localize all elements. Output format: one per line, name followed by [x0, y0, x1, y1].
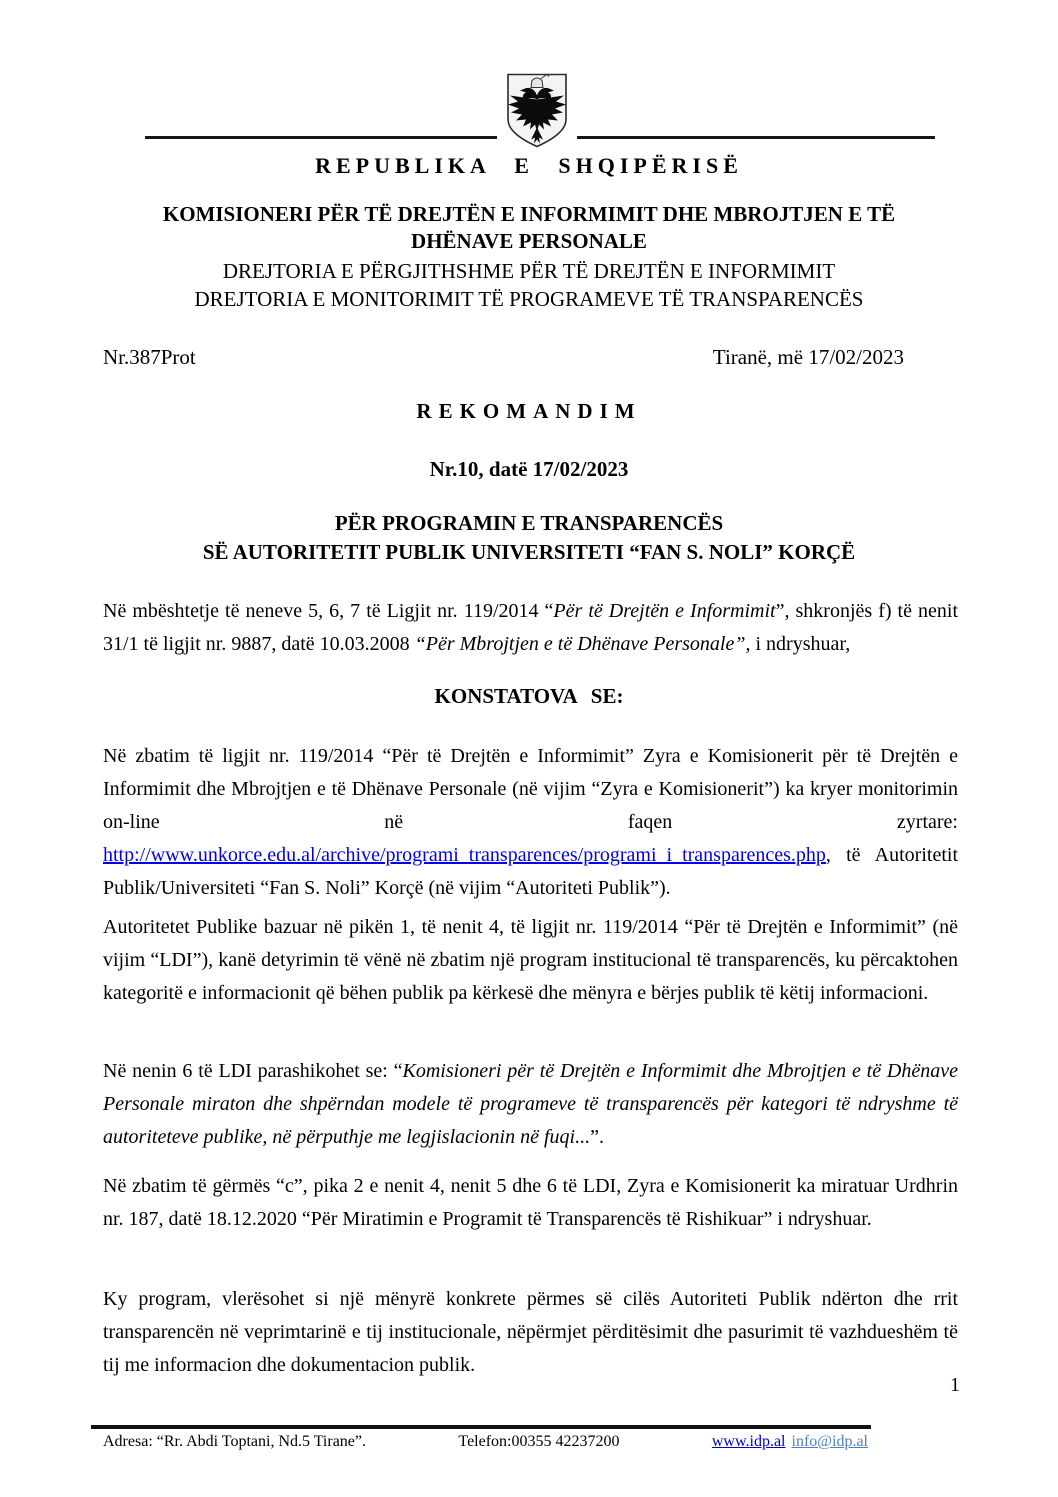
footer-links — [712, 1433, 868, 1451]
protocol-number: Nr.387Prot — [103, 345, 196, 369]
text-run: Në nenin 6 të LDI parashikohet se: “ — [103, 1060, 403, 1082]
text-run: Në zbatim të ligjit nr. 119/2014 “Për të Drejtën e Informimit” Zyra e Komisionerit për të Drejtën e Informimit dhe Mbrojtjen e të Dhënave Personale (në vijim “Zyra e Komisionerit”) ka kryer monitorimin on-line në faqen zyrtare: — [103, 745, 958, 833]
italic-text-run: Për të Drejtën e Informimit — [553, 600, 776, 622]
italic-text-run: Komisioneri për të Drejtën e Informimit dhe Mbrojtjen e të Dhënave Personale miraton dhe shpërndan modele të programeve të transparencës për kategori të ndryshme të autoriteteve publike, në përputhje me legjislacionin në fuqi... — [103, 1060, 958, 1148]
paragraph-obligation: Autoritetet Publike bazuar në pikën 1, të nenit 4, të ligjit nr. 119/2014 “Për të Drejtën e Informimit” (në vijim “LDI”), kanë detyrimin të vënë në zbatim një program institucional të transparencës, ku përcaktohen kategoritë e informacionit që bëhen publik pa kërkesë dhe mënyra e bërjes publik të këtij informacioni. — [103, 916, 958, 1004]
header-rule-right — [577, 136, 935, 139]
albania-coat-of-arms-icon — [504, 71, 570, 150]
paragraph-program-value: Ky program, vlerësohet si një mënyrë konkrete përmes së cilës Autoriteti Publik ndërton dhe rrit transparencën në veprimtarinë e tij institucionale, nëpërmjet përditësimit dhe pasurimit të vazhdueshëm të tij me informacion dhe dokumentacion publik. — [103, 1288, 958, 1376]
footer-website-link[interactable]: www.idp.al — [711, 1433, 786, 1450]
paragraph-article6-quote — [103, 1055, 958, 1154]
paragraph-order187: Në zbatim të gërmës “c”, pika 2 e nenit 4, nenit 5 dhe 6 të LDI, Zyra e Komisionerit ka miratuar Urdhrin nr. 187, datë 18.12.2020 “Për Miratimin e Programit të Transparencës të Rishikuar” i ndryshuar. — [103, 1175, 958, 1230]
italic-text-run: “Për Mbrojtjen e të Dhënave Personale”, — [414, 633, 751, 655]
footer-rule — [91, 1425, 871, 1429]
place-date: Tiranë, më 17/02/2023 — [712, 345, 904, 369]
hyperlink[interactable]: http://www.unkorce.edu.al/archive/programi_transparences/programi_i_transparences.php — [103, 844, 826, 866]
republic-title: REPUBLIKA E SHQIPËRISË — [315, 153, 743, 178]
footer-address: Adresa: “Rr. Abdi Toptani, Nd.5 Tirane”. — [103, 1433, 367, 1450]
document-number-date: Nr.10, datë 17/02/2023 — [429, 457, 629, 481]
text-run: i ndryshuar, — [750, 633, 851, 655]
text-run: , të Autoritetit Publik/Universiteti “Fan S. Noli” Korçë (në vijim “Autoriteti Publik”). — [103, 844, 958, 899]
paragraph-monitoring — [103, 740, 958, 905]
text-run: ”. — [590, 1126, 604, 1148]
document-kind-title: REKOMANDIM — [416, 399, 642, 423]
header-rule-left — [145, 136, 497, 139]
page-number: 1 — [950, 1374, 960, 1396]
text-run: Në mbështetje të neneve 5, 6, 7 të Ligjit nr. 119/2014 “ — [103, 600, 554, 622]
text-run: ”, shkronjës f) të nenit 31/1 të ligjit nr. 9887, datë 10.03.2008 — [103, 600, 959, 655]
meta-row — [103, 345, 958, 370]
directorate-line2: DREJTORIA E MONITORIMIT TË PROGRAMEVE TË TRANSPARENCËS — [194, 287, 864, 311]
konstatova-heading: KONSTATOVA SE: — [434, 684, 624, 708]
directorate-line1: DREJTORIA E PËRGJITHSHME PËR TË DREJTËN E INFORMIMIT — [222, 259, 836, 283]
org-name-line2: DHËNAVE PERSONALE — [411, 229, 647, 253]
org-name-line1: KOMISIONERI PËR TË DREJTËN E INFORMIMIT DHE MBROJTJEN E TË — [162, 202, 896, 226]
subject-title-line1: PËR PROGRAMIN E TRANSPARENCËS — [334, 511, 724, 535]
footer-email-link[interactable]: info@idp.al — [791, 1433, 868, 1450]
footer-phone: Telefon:00355 42237200 — [458, 1433, 620, 1450]
paragraph-legal-basis — [103, 595, 958, 661]
footer — [103, 1433, 868, 1451]
subject-title-line2: SË AUTORITETIT PUBLIK UNIVERSITETI “FAN S. NOLI” KORÇË — [202, 540, 856, 564]
